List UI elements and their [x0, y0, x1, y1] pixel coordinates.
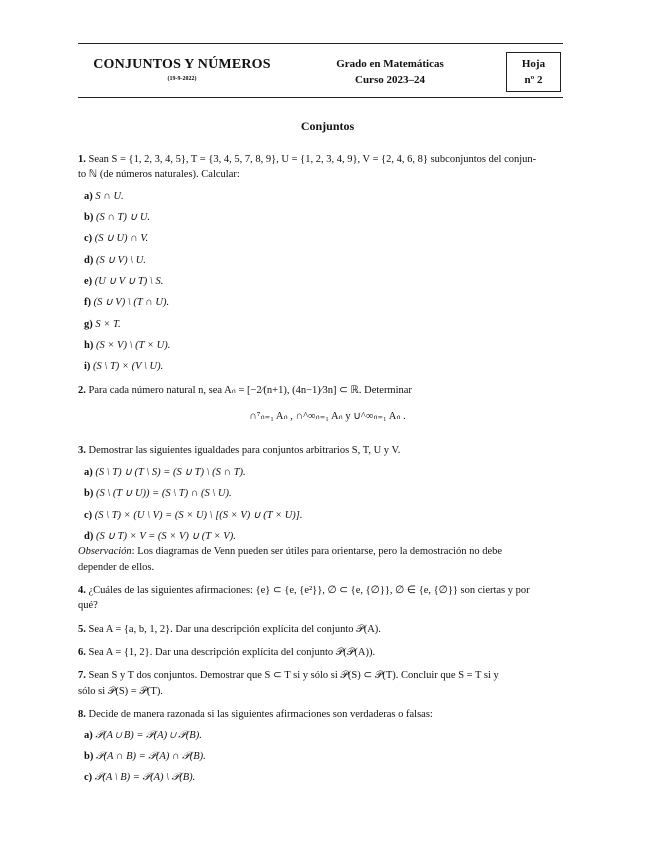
- exercise-1-number: 1.: [78, 154, 86, 165]
- exercise-1-item: e) (U ∪ V ∪ T) \ S.: [84, 276, 164, 287]
- exercise-3-item: b) (S \ (T ∪ U)) = (S \ T) ∩ (S \ U).: [84, 488, 232, 499]
- exercise-4-line-1: ¿Cuáles de las siguientes afirmaciones: {e} ⊂ {e, {e²}}, ∅ ⊂ {e, {∅}}, ∅ ∈ {e, {∅}} son ciertas y por: [88, 585, 530, 596]
- exercise-6-number: 6.: [78, 647, 86, 658]
- exercise-8-item: c) 𝒫(A \ B) = 𝒫(A) \ 𝒫(B).: [84, 772, 196, 783]
- exercise-1-item: b) (S ∩ T) ∪ U.: [84, 212, 151, 223]
- exercise-3-statement: [78, 444, 566, 457]
- course-title: CONJUNTOS Y NÚMEROS: [93, 57, 271, 72]
- exercise-1-line-1: Sean S = {1, 2, 3, 4, 5}, T = {3, 4, 5, 7, 8, 9}, U = {1, 2, 3, 4, 9}, V = {2, 4, 6, 8} subconjuntos del conjun-: [88, 154, 537, 165]
- exercise-1-item: c) (S ∪ U) ∩ V.: [84, 233, 149, 244]
- observation-text: : Los diagramas de Venn pueden ser útiles para orientarse, pero la demostración no debe: [131, 546, 503, 557]
- header-top-rule: [78, 43, 563, 44]
- exercise-7-statement: [78, 669, 566, 682]
- header-bottom-rule: [78, 97, 563, 98]
- exercise-1-statement: [78, 153, 566, 166]
- exercise-3-item: c) (S \ T) × (U \ V) = (S × U) \ [(S × V) ∪ (T × U)].: [84, 510, 303, 521]
- exercise-7-number: 7.: [78, 670, 86, 681]
- exercise-6-line-1: Sea A = {1, 2}. Dar una descripción explícita del conjunto 𝒫(𝒫(A)).: [88, 647, 376, 658]
- exercise-1-item: h) (S × V) \ (T × U).: [84, 340, 171, 351]
- exercise-2-statement: [78, 384, 566, 397]
- exercise-3-item: a) (S \ T) ∪ (T \ S) = (S ∪ T) \ (S ∩ T).: [84, 467, 246, 478]
- exercise-4-number: 4.: [78, 585, 86, 596]
- exercise-3-line-1: Demostrar las siguientes igualdades para conjuntos arbitrarios S, T, U y V.: [88, 445, 401, 456]
- course-date: (19-9-2022): [167, 76, 197, 82]
- exercise-8-item: a) 𝒫(A ∪ B) = 𝒫(A) ∪ 𝒫(B).: [84, 730, 202, 741]
- exercise-8-line-1: Decide de manera razonada si las siguientes afirmaciones son verdaderas o falsas:: [88, 709, 433, 720]
- exercise-8-number: 8.: [78, 709, 86, 720]
- exercise-3-observation-line-2: depender de ellos.: [78, 562, 155, 573]
- exercise-5-line-1: Sea A = {a, b, 1, 2}. Dar una descripción explícita del conjunto 𝒫(A).: [88, 624, 381, 635]
- exercise-1-item: g) S × T.: [84, 319, 121, 330]
- exercise-5-statement: [78, 623, 566, 636]
- exercise-1-item: a) S ∩ U.: [84, 191, 124, 202]
- exercise-4-statement: [78, 584, 566, 597]
- exercise-3-item: d) (S ∪ T) × V = (S × V) ∪ (T × V).: [84, 531, 236, 542]
- exercise-1-item: f) (S ∪ V) \ (T ∩ U).: [84, 297, 170, 308]
- exercise-8-statement: [78, 708, 566, 721]
- exercise-1-line-2: to ℕ (de números naturales). Calcular:: [78, 169, 240, 180]
- exercise-7-line-2: sólo si 𝒫(S) = 𝒫(T).: [78, 686, 163, 697]
- academic-year: Curso 2023–24: [355, 74, 425, 86]
- exercise-2-line-1: Para cada número natural n, sea Aₙ = [−2⁄(n+1), (4n−1)⁄3n] ⊂ ℝ. Determinar: [88, 385, 412, 396]
- exercise-5-number: 5.: [78, 624, 86, 635]
- sheet-number: nº 2: [524, 74, 543, 86]
- exercise-7-line-1: Sean S y T dos conjuntos. Demostrar que S ⊂ T si y sólo si 𝒫(S) ⊂ 𝒫(T). Concluir que S = T si y: [88, 670, 499, 681]
- sheet-label: Hoja: [521, 58, 546, 70]
- exercise-4-line-2: qué?: [78, 600, 98, 611]
- degree-name: Grado en Matemáticas: [336, 58, 444, 70]
- exercise-8-item: b) 𝒫(A ∩ B) = 𝒫(A) ∩ 𝒫(B).: [84, 751, 206, 762]
- observation-label: Observación: [78, 546, 132, 557]
- exercise-2-number: 2.: [78, 385, 86, 396]
- exercise-1-item: d) (S ∪ V) \ U.: [84, 255, 146, 266]
- exercise-3-observation: [78, 545, 566, 558]
- exercise-2-formula: ∩⁷ₙ₌₁ Aₙ , ∩^∞ₙ₌₁ Aₙ y ∪^∞ₙ₌₁ Aₙ .: [249, 411, 406, 422]
- exercise-6-statement: [78, 646, 566, 659]
- sheet-box: [506, 52, 561, 92]
- exercise-1-item: i) (S \ T) × (V \ U).: [84, 361, 164, 372]
- exercise-3-number: 3.: [78, 445, 86, 456]
- section-title: Conjuntos: [300, 119, 355, 133]
